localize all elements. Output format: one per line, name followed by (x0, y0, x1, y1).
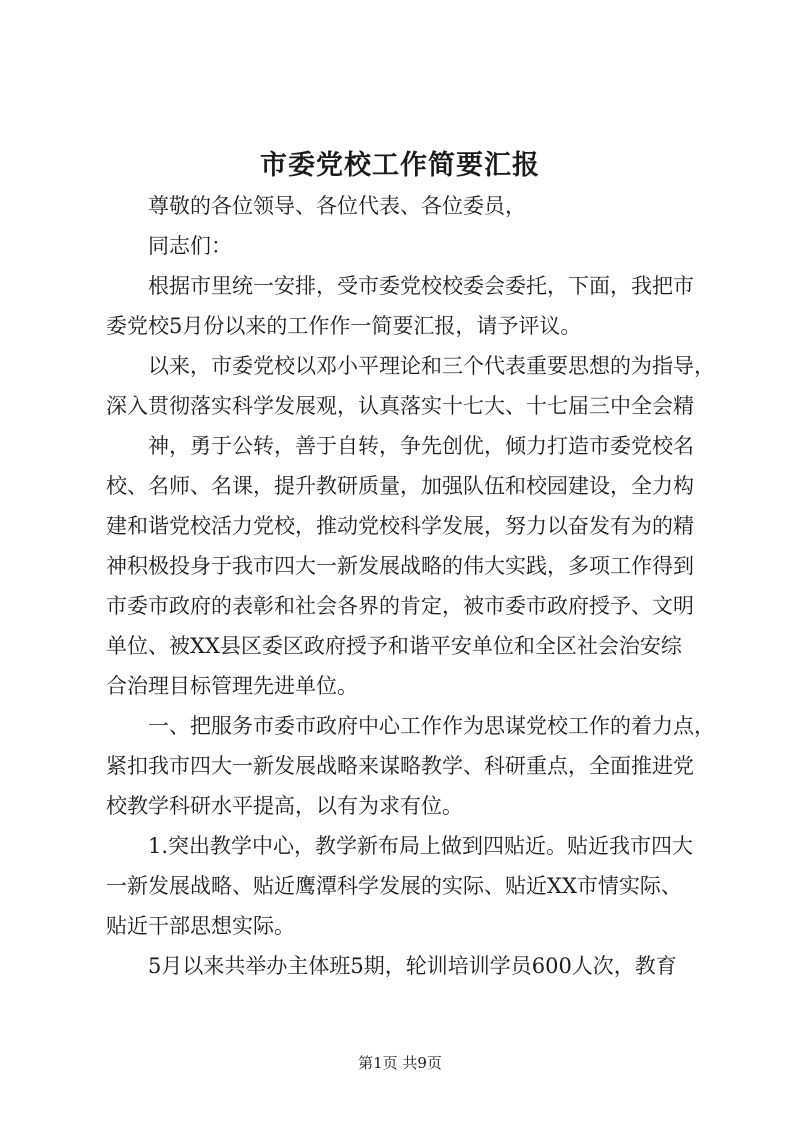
text-line: 合治理目标管理先进单位。 (106, 674, 358, 698)
document-title: 市委党校工作简要汇报 (260, 150, 540, 181)
text-line: 建和谐党校活力党校，推动党校科学发展，努力以奋发有为的精 (106, 514, 694, 538)
text-line: 5月以来共举办主体班5期，轮训培训学员600人次，教育 (148, 954, 677, 978)
text-line: 紧扣我市四大一新发展战略来谋略教学、科研重点，全面推进党 (106, 754, 694, 778)
text-line: 深入贯彻落实科学发展观，认真落实十七大、十七届三中全会精 (106, 394, 694, 418)
text-line: 同志们： (148, 234, 232, 258)
page-number: 第1页 共9页 (358, 1054, 442, 1072)
text-line: 神，勇于公转，善于自转，争先创优，倾力打造市委党校名 (148, 434, 694, 458)
text-line: 委党校5月份以来的工作作一简要汇报，请予评议。 (106, 314, 582, 338)
text-line: 1.突出教学中心，教学新布局上做到四贴近。贴近我市四大 (148, 834, 694, 858)
text-line: 尊敬的各位领导、各位代表、各位委员， (148, 194, 526, 218)
text-line: 一新发展战略、贴近鹰潭科学发展的实际、贴近XX市情实际、 (106, 874, 682, 898)
text-line: 贴近干部思想实际。 (106, 914, 295, 938)
text-line: 校教学科研水平提高，以有为求有位。 (106, 794, 463, 818)
text-line: 根据市里统一安排，受市委党校校委会委托，下面，我把市 (148, 274, 694, 298)
text-line: 单位、被XX县区委区政府授予和谐平安单位和全区社会治安综 (106, 634, 682, 658)
text-line: 校、名师、名课，提升教研质量，加强队伍和校园建设，全力构 (106, 474, 694, 498)
text-line: 市委市政府的表彰和社会各界的肯定，被市委市政府授予、文明 (106, 594, 694, 618)
text-line: 以来，市委党校以邓小平理论和三个代表重要思想的为指导， (148, 354, 715, 378)
text-line: 一、把服务市委市政府中心工作作为思谋党校工作的着力点， (148, 714, 715, 738)
text-line: 神积极投身于我市四大一新发展战略的伟大实践，多项工作得到 (106, 554, 694, 578)
